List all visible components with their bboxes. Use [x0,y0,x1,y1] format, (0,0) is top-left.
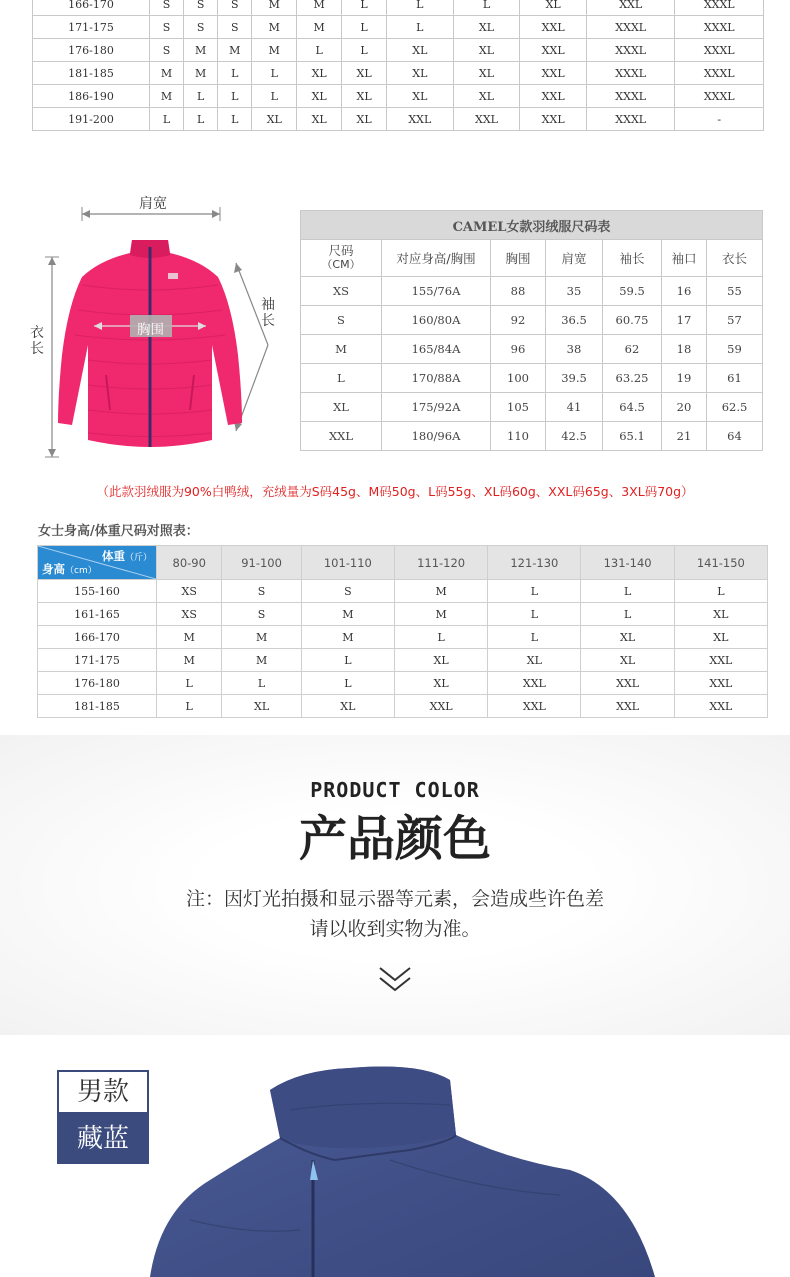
corner-height-text: 身高 [42,562,65,576]
corner-weight-unit: （斤） [124,553,152,563]
size-cell: M [252,0,297,16]
chest-label: 胸围 [137,322,164,338]
size-cell: XL [342,108,387,131]
measure-cell: 57 [707,306,763,335]
measure-cell: 17 [662,306,707,335]
size-cell: L [150,108,184,131]
size-cell: XL [581,649,674,672]
size-cell: L [394,626,487,649]
height-cell: 176-180 [33,39,150,62]
height-cell: 181-185 [33,62,150,85]
size-cell: XL [453,16,520,39]
size-cell: XL [674,626,767,649]
size-cell: XXL [488,672,581,695]
height-cell: 176-180 [38,672,157,695]
size-cell: S [184,0,218,16]
double-chevron-down-icon [378,966,412,994]
size-cell: M [394,603,487,626]
measure-cell: 18 [662,335,707,364]
table-row [301,277,763,306]
size-cell: XXL [674,649,767,672]
size-cell: L [252,62,297,85]
size-cell: M [222,649,301,672]
size-cell: XXL [453,108,520,131]
camel-table-title: CAMEL女款羽绒服尺码表 [301,211,763,240]
height-cell: 181-185 [38,695,157,718]
table-row [33,108,764,131]
height-cell: 171-175 [38,649,157,672]
sleeve-label-2: 长 [261,313,275,329]
measure-cell: 19 [662,364,707,393]
size-cell: M [301,603,394,626]
size-cell: XXL [488,695,581,718]
size-cell: XL [297,108,342,131]
corner-height-unit: （cm） [65,566,97,576]
size-cell: XXL [301,422,382,451]
size-cell: XL [297,62,342,85]
shoulder-header: 肩宽 [546,240,603,277]
table-row [38,695,768,718]
size-cell: XL [342,62,387,85]
size-cell: XL [301,695,394,718]
measure-cell: 20 [662,393,707,422]
size-cell: L [157,695,222,718]
women-size-title: 女士身高/体重尺码对照表： [38,524,199,539]
size-cell: L [453,0,520,16]
size-cell: L [387,16,454,39]
measure-cell: 155/76A [382,277,491,306]
table-row [38,672,768,695]
size-cell: L [674,580,767,603]
cuff-header: 袖口 [662,240,707,277]
size-cell: S [150,16,184,39]
measure-cell: 64 [707,422,763,451]
size-cell: XXL [581,695,674,718]
measure-cell: 180/96A [382,422,491,451]
size-cell: S [222,603,301,626]
size-cell: L [488,580,581,603]
size-cell: S [301,306,382,335]
weight-header: 131-140 [581,546,674,580]
measure-cell: 92 [491,306,546,335]
table-row [301,422,763,451]
size-cell: XS [301,277,382,306]
measure-cell: 36.5 [546,306,603,335]
measure-cell: 170/88A [382,364,491,393]
size-cell: XXXL [586,62,674,85]
size-cell: XL [520,0,587,16]
size-cell: L [301,672,394,695]
height-cell: 155-160 [38,580,157,603]
size-cell: M [252,39,297,62]
size-cell: S [150,0,184,16]
size-cell: L [342,39,387,62]
height-cell: 186-190 [33,85,150,108]
size-cell: XL [453,39,520,62]
size-cell: XXXL [586,39,674,62]
size-cell: L [222,672,301,695]
size-cell: S [222,580,301,603]
size-cell: XXL [520,108,587,131]
size-cell: M [157,649,222,672]
height-cell: 166-170 [33,0,150,16]
size-header-2: （CM） [321,258,361,271]
women-size-table [37,545,768,718]
weight-header: 101-110 [301,546,394,580]
size-cell: S [218,16,252,39]
badge-gender: 男款 [57,1070,149,1114]
size-cell: XL [674,603,767,626]
measure-cell: 42.5 [546,422,603,451]
size-cell: L [184,108,218,131]
size-cell: XXXL [675,39,764,62]
size-cell: XXL [674,672,767,695]
size-cell: XXL [581,672,674,695]
size-cell: L [301,364,382,393]
size-cell: XL [252,108,297,131]
height-cell: 161-165 [38,603,157,626]
size-cell: XL [581,626,674,649]
table-row [33,85,764,108]
table-row [301,364,763,393]
corner-height [42,561,97,577]
measure-cell: 39.5 [546,364,603,393]
size-cell: M [184,39,218,62]
size-cell: XL [387,62,454,85]
size-cell: XXXL [586,85,674,108]
length-header: 衣长 [707,240,763,277]
measure-cell: 64.5 [603,393,662,422]
height-cell: 171-175 [33,16,150,39]
size-header [301,240,382,277]
badge-color-name: 藏蓝 [57,1114,149,1164]
size-cell: S [150,39,184,62]
corner-weight [102,548,152,564]
color-note-line1: 注：因灯光拍摄和显示器等元素，会造成些许色差 [185,888,604,910]
size-cell: M [222,626,301,649]
measure-cell: 175/92A [382,393,491,422]
size-cell: XL [488,649,581,672]
table-row [38,626,768,649]
measure-cell: 38 [546,335,603,364]
size-cell: XXL [394,695,487,718]
measure-cell: 63.25 [603,364,662,393]
table-row [38,580,768,603]
size-cell: XXL [387,108,454,131]
measure-cell: 105 [491,393,546,422]
size-cell: XXL [520,39,587,62]
size-cell: L [581,580,674,603]
measure-cell: 165/84A [382,335,491,364]
size-cell: XL [394,649,487,672]
size-cell: L [581,603,674,626]
size-cell: S [184,16,218,39]
size-cell: S [301,580,394,603]
size-cell: M [157,626,222,649]
navy-jacket-photo [150,1060,670,1277]
size-cell: L [387,0,454,16]
size-cell: XXXL [675,85,764,108]
color-badge [57,1070,149,1164]
fill-note: （此款羽绒服为90%白鸭绒，充绒量为S码45g、M码50g、L码55g、XL码60g、XXL码65g、3XL码70g） [96,484,694,499]
size-cell: XL [453,62,520,85]
size-cell: XL [387,39,454,62]
top-size-table [32,0,764,131]
camel-size-table [300,210,763,451]
size-cell: M [301,626,394,649]
size-cell: M [252,16,297,39]
measure-cell: 59 [707,335,763,364]
size-cell: M [218,39,252,62]
size-cell: - [675,108,764,131]
size-cell: L [218,62,252,85]
size-cell: L [488,603,581,626]
product-color-title-en: PRODUCT COLOR [310,778,480,802]
size-cell: XXXL [675,62,764,85]
size-cell: XL [453,85,520,108]
size-cell: M [301,335,382,364]
color-note-line2: 请以收到实物为准。 [309,918,481,940]
weight-header: 141-150 [674,546,767,580]
measure-cell: 61 [707,364,763,393]
table-row [33,16,764,39]
height-chest-header: 对应身高/胸围 [382,240,491,277]
corner-header [38,546,157,580]
measure-cell: 96 [491,335,546,364]
size-cell: XXL [520,62,587,85]
size-cell: M [150,62,184,85]
length-label-2: 长 [30,341,44,357]
measure-cell: 55 [707,277,763,306]
weight-header: 121-130 [488,546,581,580]
size-cell: XXL [586,0,674,16]
measure-cell: 35 [546,277,603,306]
size-cell: L [218,85,252,108]
size-cell: XS [157,603,222,626]
size-cell: XXL [520,85,587,108]
sleeve-label [261,297,275,329]
table-row [38,649,768,672]
size-cell: L [184,85,218,108]
size-cell: XXL [520,16,587,39]
size-cell: L [297,39,342,62]
size-cell: L [342,0,387,16]
weight-header: 111-120 [394,546,487,580]
size-cell: XXXL [586,16,674,39]
table-row [301,335,763,364]
size-cell: XXL [674,695,767,718]
size-cell: L [252,85,297,108]
measure-cell: 16 [662,277,707,306]
size-cell: XL [342,85,387,108]
size-cell: XL [394,672,487,695]
measure-cell: 60.75 [603,306,662,335]
size-cell: XS [157,580,222,603]
size-cell: L [218,108,252,131]
measure-cell: 62.5 [707,393,763,422]
size-cell: XXXL [675,16,764,39]
product-color-title-cn: 产品颜色 [298,811,491,867]
jacket-diagram [20,185,290,475]
table-row [38,603,768,626]
size-cell: M [394,580,487,603]
size-cell: XL [387,85,454,108]
size-cell: XXXL [675,0,764,16]
corner-weight-text: 体重 [101,549,125,563]
shoulder-label: 肩宽 [139,196,167,212]
size-cell: XXXL [586,108,674,131]
size-cell: XL [222,695,301,718]
measure-cell: 41 [546,393,603,422]
length-label-1: 衣 [30,325,44,341]
measure-cell: 100 [491,364,546,393]
weight-header: 80-90 [157,546,222,580]
measure-cell: 160/80A [382,306,491,335]
length-label [30,325,44,357]
size-cell: XL [301,393,382,422]
size-cell: L [488,626,581,649]
size-cell: L [157,672,222,695]
table-row [301,393,763,422]
size-cell: XL [297,85,342,108]
weight-header: 91-100 [222,546,301,580]
size-cell: M [297,0,342,16]
size-cell: M [150,85,184,108]
measure-cell: 59.5 [603,277,662,306]
height-cell: 191-200 [33,108,150,131]
table-row [33,39,764,62]
measure-cell: 65.1 [603,422,662,451]
size-cell: S [218,0,252,16]
size-cell: M [297,16,342,39]
size-header-1: 尺码 [328,243,354,258]
size-cell: L [342,16,387,39]
sleeve-label-1: 袖 [261,297,275,313]
sleeve-header: 袖长 [603,240,662,277]
measure-cell: 21 [662,422,707,451]
measure-cell: 62 [603,335,662,364]
table-row [301,306,763,335]
measure-cell: 88 [491,277,546,306]
table-row [33,62,764,85]
table-row [33,0,764,16]
size-cell: L [301,649,394,672]
height-cell: 166-170 [38,626,157,649]
chest-header: 胸围 [491,240,546,277]
measure-cell: 110 [491,422,546,451]
size-cell: M [184,62,218,85]
